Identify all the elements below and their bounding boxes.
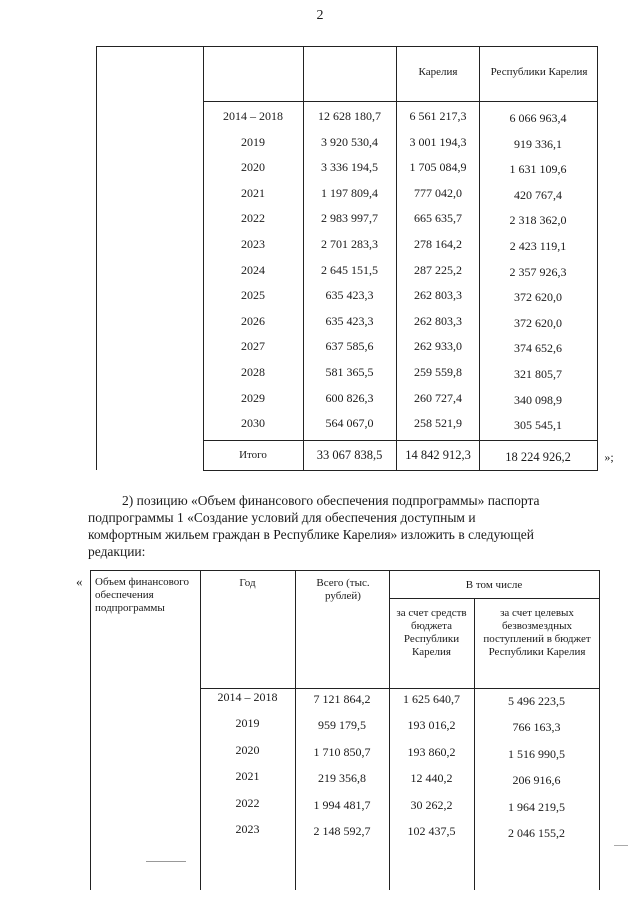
paragraph-line: 2) позицию «Объем финансового обеспечения подпрограммы» паспорта (122, 493, 540, 508)
table-border (597, 46, 598, 470)
table-row-other: 321 805,7 (514, 367, 562, 381)
table-border (599, 570, 600, 890)
table-row-year: 2023 (235, 822, 260, 836)
table-row-budget: 102 437,5 (407, 824, 456, 838)
table-row-year: 2019 (235, 716, 260, 731)
table-row-year: 2030 (241, 416, 265, 431)
table-row-total: 2 148 592,7 (313, 824, 371, 838)
table-row-total: 1 710 850,7 (313, 744, 371, 759)
page-number: 2 (316, 8, 324, 23)
table-row-budget: 258 521,9 (414, 416, 462, 431)
table-row-year: 2025 (241, 288, 265, 303)
table-row-other: 6 066 963,4 (509, 111, 567, 125)
table-total-rule (203, 440, 598, 441)
total-label: Итого (239, 449, 267, 461)
table-header-other: за счет целевых безвозмездных поступлений в бюджет Республики Карелия (483, 607, 591, 658)
table-row-year: 2014 – 2018 (223, 109, 283, 123)
table-row-budget: 6 561 217,3 (409, 109, 467, 123)
table-row-other: 1 516 990,5 (508, 746, 565, 761)
table-row-total: 635 423,3 (325, 313, 374, 328)
table-border (90, 570, 91, 890)
table-row-year: 2027 (241, 339, 265, 354)
table-row-year: 2028 (241, 365, 265, 379)
amendment-paragraph (88, 492, 606, 560)
table-row-year: 2021 (235, 769, 260, 784)
row-label: Объем финансового обеспечения подпрограммы (95, 576, 189, 614)
table-header-year: Год (239, 577, 256, 589)
table-header-budget: за счет средств бюджета Республики Карелия (396, 607, 467, 658)
table-row-total: 12 628 180,7 (318, 109, 381, 123)
table-row-year: 2021 (241, 185, 265, 200)
table-row-budget: 30 262,2 (410, 797, 453, 812)
table-row-budget: 259 559,8 (414, 365, 462, 379)
table-row-budget: 287 225,2 (414, 262, 462, 277)
table-header-rule (200, 688, 600, 689)
table-row-other: 1 631 109,6 (509, 162, 567, 177)
table-row-other: 206 916,6 (512, 773, 561, 788)
paragraph-line: подпрограммы 1 «Создание условий для обеспечения доступным и (88, 510, 476, 525)
table-row-budget: 262 803,3 (414, 288, 462, 303)
total-other: 18 224 926,2 (505, 450, 571, 464)
table-row-other: 1 964 219,5 (508, 799, 565, 814)
total-budget: 14 842 912,3 (405, 448, 471, 462)
table-row-other: 374 652,6 (514, 341, 562, 356)
table-row-other: 2 318 362,0 (509, 213, 567, 228)
paragraph-line: редакции: (88, 544, 146, 559)
table-row-total: 1 197 809,4 (321, 185, 378, 200)
table-header-other: Республики Карелия (490, 66, 588, 78)
table-row-budget: 12 440,2 (410, 771, 453, 786)
table-row-total: 564 067,0 (325, 416, 374, 431)
table-row-year: 2022 (241, 211, 265, 226)
table-row-total: 219 356,8 (318, 771, 366, 786)
table-row-other: 372 620,0 (514, 315, 562, 330)
table-row-other: 919 336,1 (514, 136, 562, 151)
table-row-budget: 278 164,2 (414, 237, 462, 251)
table-row-year: 2023 (241, 237, 265, 251)
table-row-total: 1 994 481,7 (313, 797, 371, 812)
table-header-including: В том числе (465, 579, 523, 591)
paragraph-line: комфортным жильем граждан в Республике Карелия» изложить в следующей (88, 527, 534, 542)
table-row-other: 372 620,0 (514, 290, 562, 305)
table-header-total: Всего (тыс. рублей) (316, 577, 370, 602)
table-row-budget: 1 705 084,9 (409, 160, 467, 175)
table-row-other: 2 046 155,2 (508, 826, 565, 840)
table-row-total: 635 423,3 (325, 288, 374, 303)
table-row-total: 959 179,5 (318, 718, 366, 733)
table-row-other: 340 098,9 (514, 392, 562, 407)
table-row-budget: 193 860,2 (407, 744, 456, 759)
table-header-budget: Карелия (418, 66, 458, 78)
table-row-other: 2 423 119,1 (509, 239, 567, 253)
table-row-year: 2024 (241, 262, 265, 277)
table-row-total: 2 645 151,5 (321, 262, 378, 277)
table-row-budget: 3 001 194,3 (409, 134, 467, 149)
table-row-year: 2019 (241, 134, 265, 149)
table-row-other: 5 496 223,5 (508, 694, 565, 708)
scan-mark (146, 861, 186, 862)
table-row-budget: 260 727,4 (414, 390, 462, 405)
table-row-budget: 193 016,2 (407, 718, 456, 733)
table-row-other: 420 767,4 (514, 187, 562, 202)
table-row-year: 2029 (241, 390, 265, 405)
table-row-year: 2026 (241, 313, 265, 328)
table-subheader-rule (389, 598, 600, 599)
table-row-total: 637 585,6 (325, 339, 374, 354)
table-row-total: 600 826,3 (325, 390, 374, 405)
table-row-total: 2 983 997,7 (321, 211, 378, 226)
table-row-other: 766 163,3 (512, 720, 561, 735)
table-row-year: 2020 (241, 160, 265, 175)
table-row-other: 305 545,1 (514, 418, 562, 433)
total-sum: 33 067 838,5 (316, 448, 383, 462)
table-row-total: 2 701 283,3 (321, 237, 378, 251)
table-row-other: 2 357 926,3 (509, 264, 567, 279)
open-quote: « (76, 574, 83, 589)
table-row-total: 3 920 530,4 (321, 134, 378, 149)
table-border (96, 46, 598, 47)
table-column-rule (474, 598, 475, 890)
table-row-year: 2014 – 2018 (217, 690, 278, 704)
table-row-year: 2022 (235, 795, 260, 810)
table-border (96, 46, 97, 470)
table-row-budget: 665 635,7 (414, 211, 462, 226)
table-row-budget: 1 625 640,7 (403, 692, 460, 706)
table-row-total: 7 121 864,2 (313, 692, 371, 706)
table-border (203, 470, 598, 471)
table-row-budget: 262 803,3 (414, 313, 462, 328)
table-row-budget: 262 933,0 (414, 339, 462, 354)
table-row-total: 3 336 194,5 (321, 160, 378, 175)
table-row-year: 2020 (235, 742, 260, 757)
scan-mark (614, 845, 628, 846)
table-header-rule (203, 101, 598, 102)
table-row-total: 581 365,5 (325, 365, 374, 379)
closing-mark: »; (604, 450, 614, 464)
table-row-budget: 777 042,0 (414, 185, 462, 200)
table-border (90, 570, 600, 571)
